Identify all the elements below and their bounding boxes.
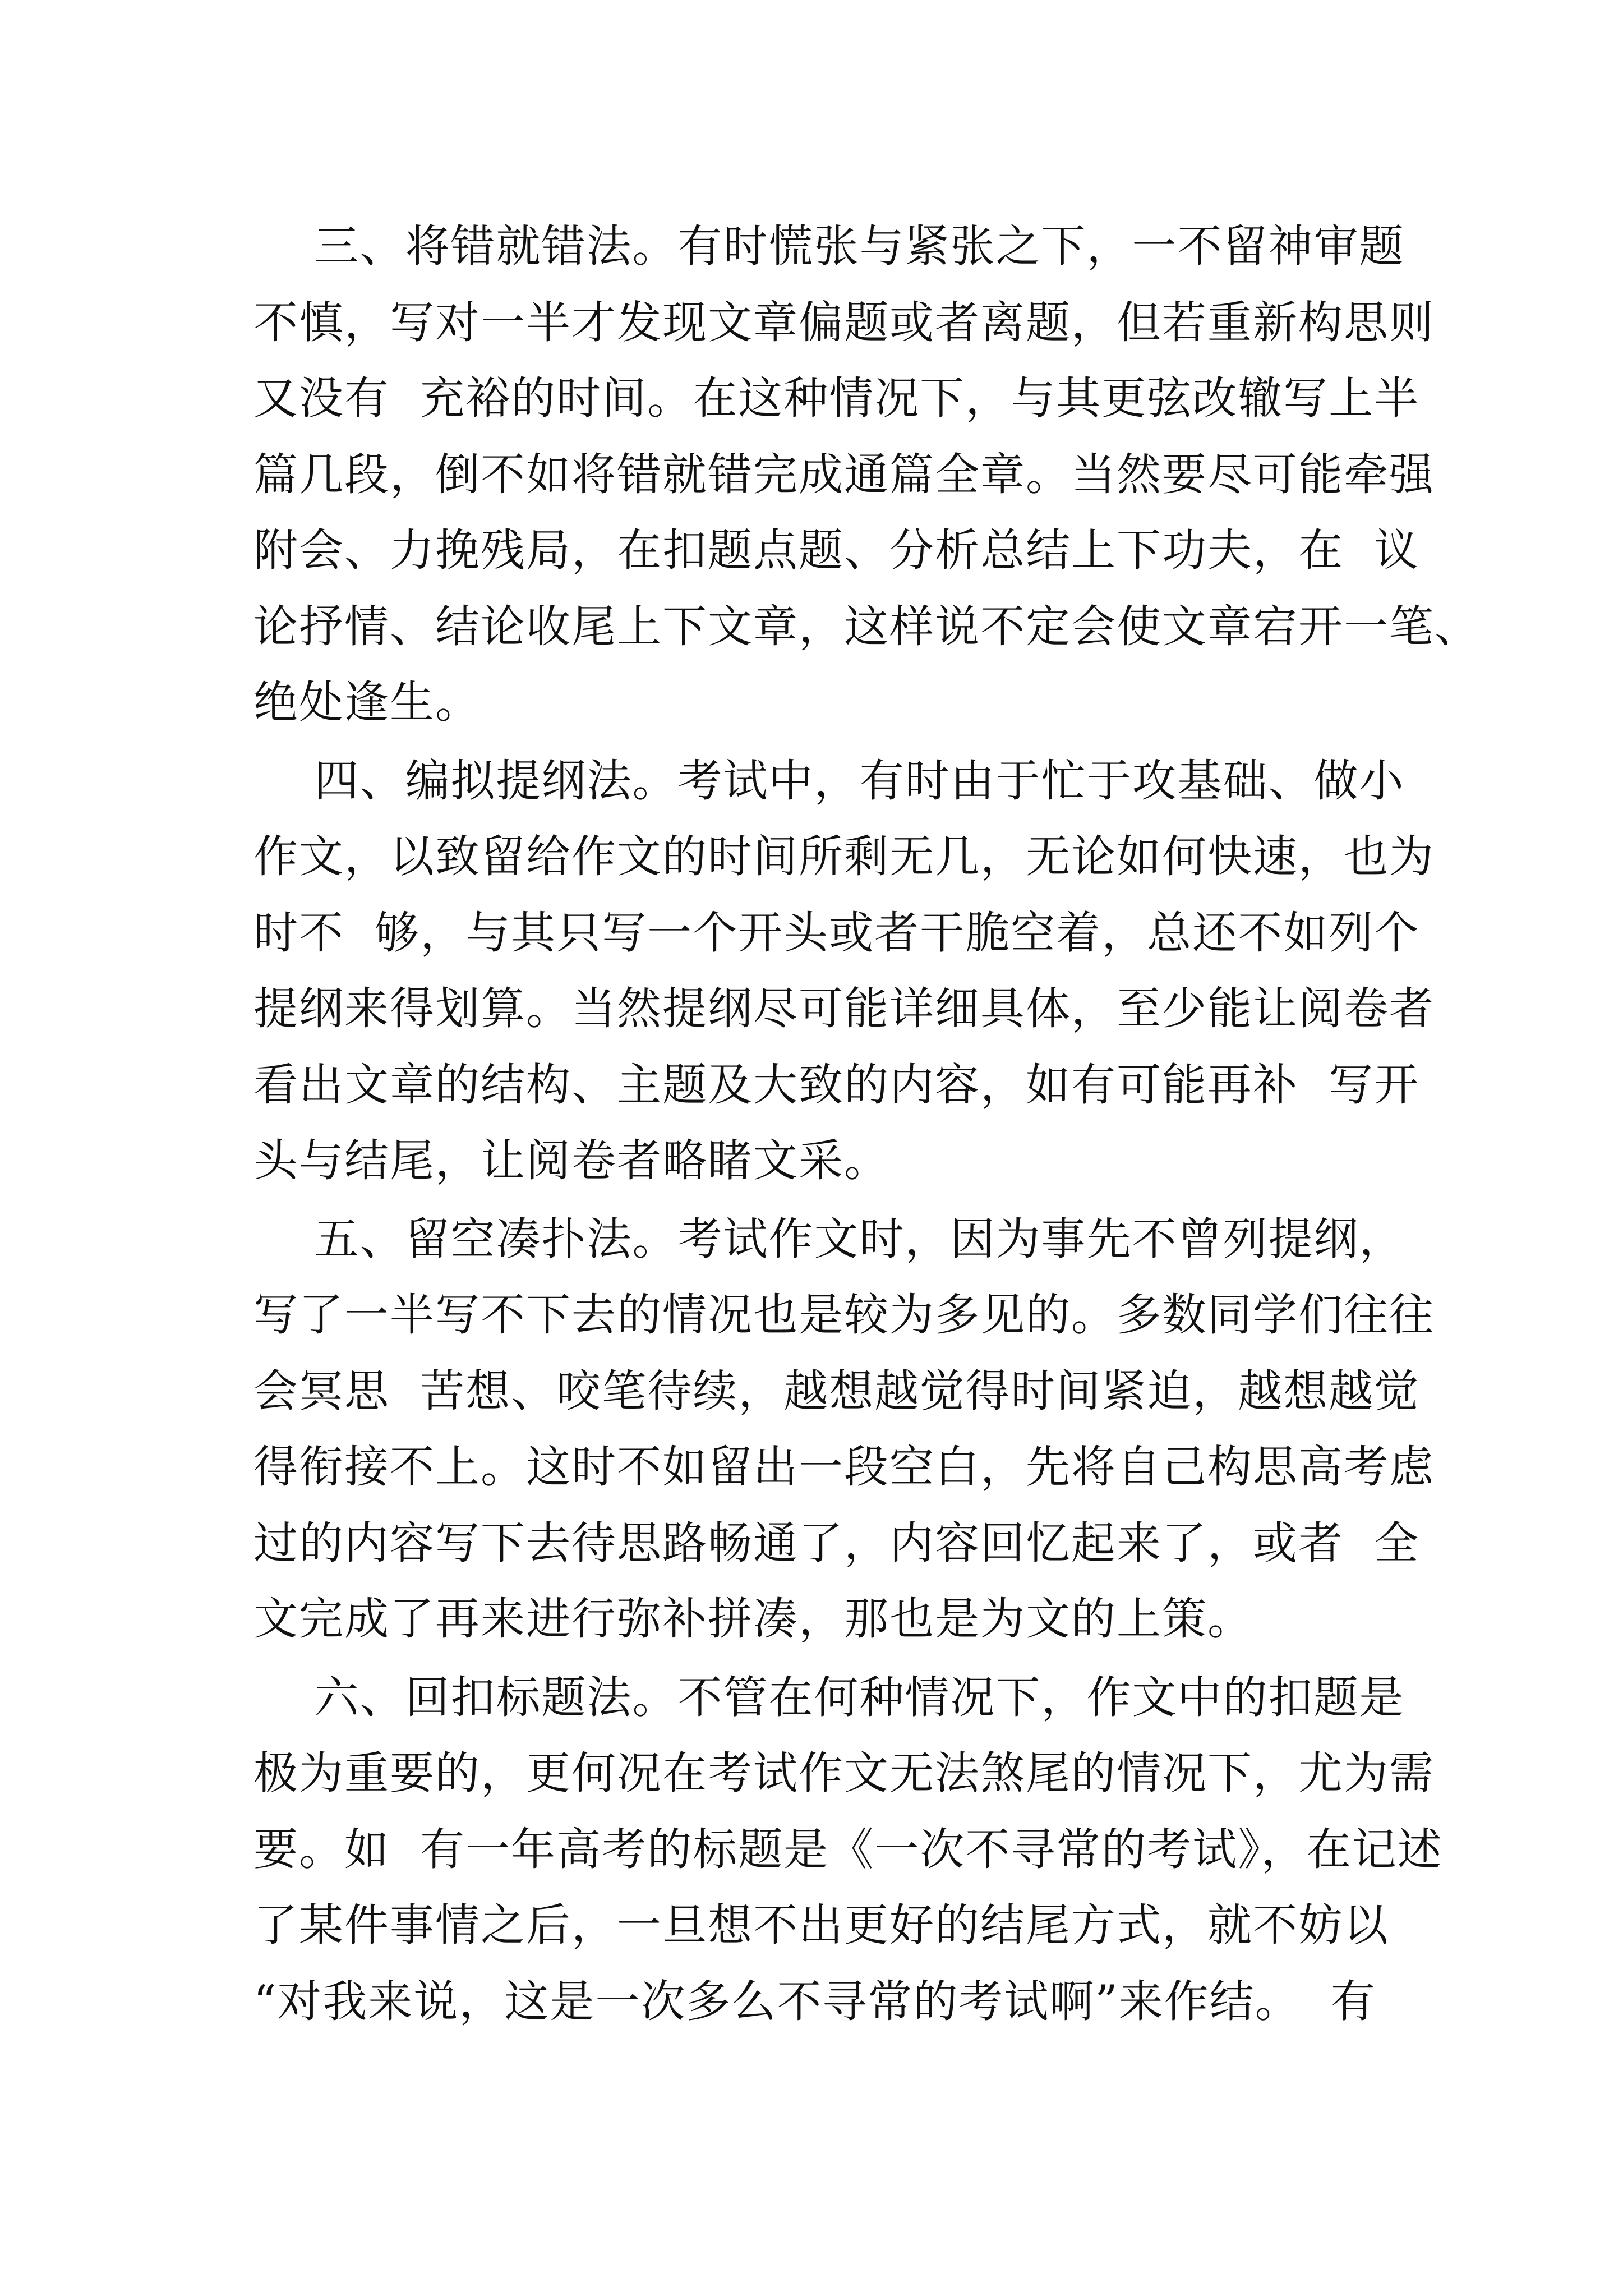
text-line: 要。如 有一年高考的标题是《一次不寻常的考试》，在记述 [253,1823,1443,1875]
document-body [253,209,1480,2040]
paragraph-method-6 [253,1660,1443,2040]
text-line: 作文，以致留给作文的时间所剩无几，无论如何快速，也为 [253,831,1435,882]
text-line: 时不 够，与其只写一个开头或者干脆空着，总还不如列个 [253,907,1420,959]
text-line: 提纲来得划算。当然提纲尽可能详细具体，至少能让阅卷者 [253,983,1435,1034]
text-line: 三、将错就错法。有时慌张与紧张之下，一不留神审题 [253,220,1405,272]
paragraph-method-4 [253,743,1435,1199]
text-line: 了某件事情之后，一旦想不出更好的结尾方式，就不妨以 [253,1899,1389,1951]
text-line: 会冥思 苦想、咬笔待续，越想越觉得时间紧迫，越想越觉 [253,1365,1420,1417]
text-line: 篇几段，倒不如将错就错完成通篇全章。当然要尽可能牵强 [253,448,1435,500]
text-line: “对我来说，这是一次多么不寻常的考试啊”来作结。 有 [253,1975,1376,2027]
text-line: 文完成了再来进行弥补拼凑，那也是为文的上策。 [253,1593,1253,1645]
text-line: 六、回扣标题法。不管在何种情况下，作文中的扣题是 [253,1671,1405,1723]
text-line: 不慎，写对一半才发现文章偏题或者离题，但若重新构思则 [253,296,1435,348]
text-line: 附会、力挽残局，在扣题点题、分析总结上下功夫，在 议 [253,524,1420,576]
text-line: 过的内容写下去待思路畅通了，内容回忆起来了，或者 全 [253,1517,1420,1569]
text-line: 论抒情、结论收尾上下文章，这样说不定会使文章宕开一笔、 [253,600,1480,652]
text-line: 写了一半写不下去的情况也是较为多见的。多数同学们往往 [253,1289,1435,1341]
paragraph-method-3 [253,209,1480,741]
text-line: 极为重要的，更何况在考试作文无法煞尾的情况下，尤为需 [253,1747,1435,1799]
text-line: 又没有 充裕的时间。在这种情况下，与其更弦改辙写上半 [253,372,1420,424]
text-line: 得衔接不上。这时不如留出一段空白，先将自己构思高考虑 [253,1441,1435,1493]
text-line: 四、编拟提纲法。考试中，有时由于忙于攻基础、做小 [253,754,1405,807]
text-line: 看出文章的结构、主题及大致的内容，如有可能再补 写开 [253,1059,1420,1111]
text-line: 五、留空凑扑法。考试作文时，因为事先不曾列提纲， [253,1213,1405,1265]
paragraph-method-5 [253,1202,1435,1658]
text-line: 头与结尾，让阅卷者略睹文采。 [253,1135,889,1186]
text-line: 绝处逢生。 [253,677,481,728]
